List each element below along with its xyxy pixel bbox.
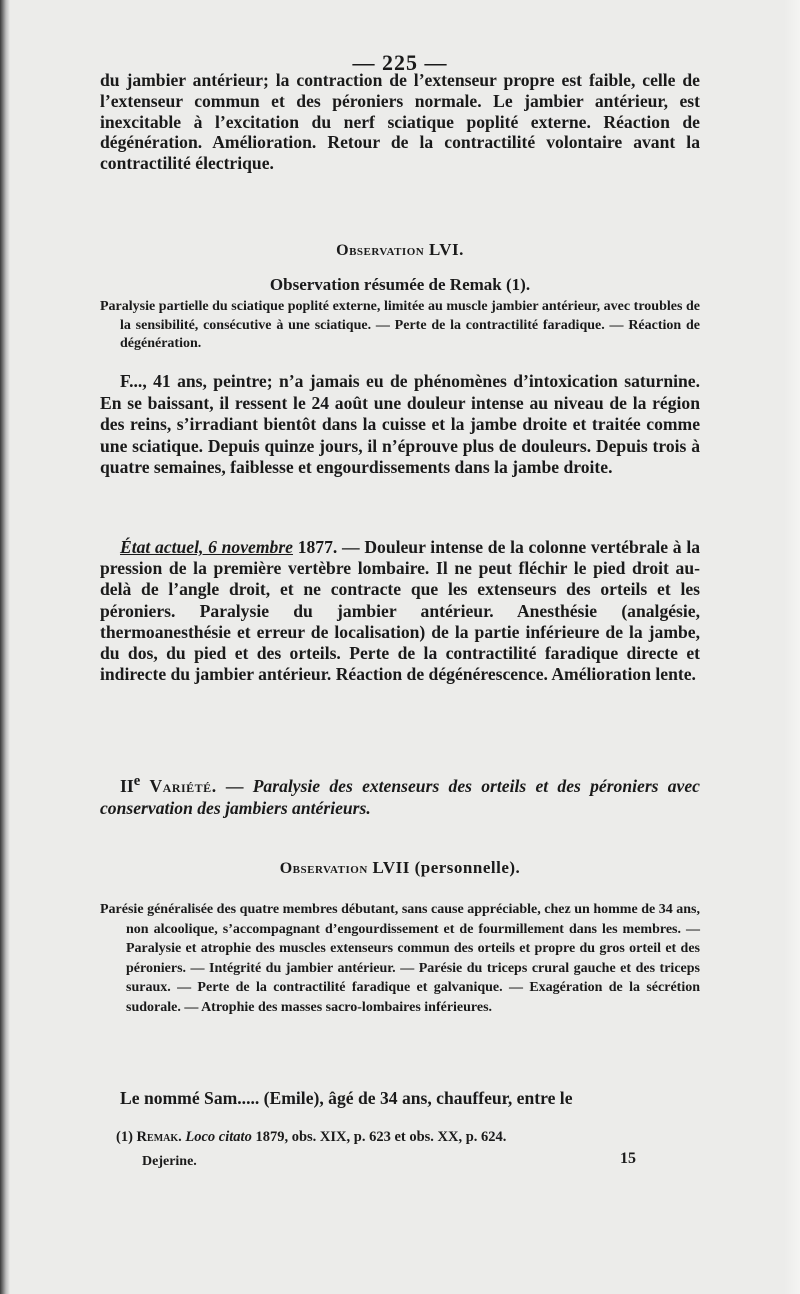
exam-date: État actuel, 6 novembre (120, 537, 293, 557)
variete-dash: — (216, 775, 253, 796)
variete-sup: e (133, 773, 141, 789)
signature-author: Dejerine. (142, 1154, 197, 1169)
observation-label: Observation (279, 860, 368, 877)
footnote (116, 1129, 700, 1145)
footnote-marker: (1) (116, 1129, 133, 1145)
observation-56-paragraph-2 (100, 537, 700, 685)
observation-numeral: LVI. (428, 240, 464, 259)
variete-label: Variété. (149, 775, 217, 796)
observation-tag: (personnelle). (414, 858, 521, 877)
observation-57-paragraph-1: Le nommé Sam..... (Emile), âgé de 34 ans, chauffeur, entre le (120, 1088, 573, 1108)
observation-label: Observation (336, 242, 425, 259)
observation-56-subtitle: Observation résumée de Remak (1). (269, 275, 531, 294)
signature-sheet-number: 15 (620, 1150, 636, 1167)
page-number: — 225 — (352, 50, 448, 75)
variete-text: Paralysie des extenseurs des orteils et des péroniers avec conservation des jambiers antérieurs. (100, 775, 700, 819)
variete-heading (100, 770, 700, 820)
observation-57-title (100, 858, 700, 878)
footnote-rest: 1879, obs. XIX, p. 623 et obs. XX, p. 624. (255, 1129, 507, 1145)
footnote-author: Remak. (136, 1129, 182, 1145)
exam-text: 1877. — Douleur intense de la colonne vertébrale à la pression de la première vertèbre lombaire. Il ne peut fléchir le pied droit au-delà de l’angle droit, et ne contracte que les extenseurs des orteils et les péroniers. Paralysie du jambier antérieur. Anesthésie (analgésie, thermoanesthésie et erreur de localisation) de la partie inférieure de la jambe, du dos, du pied et des orteils. Perte de la contractilité faradique directe et indirecte du jambier antérieur. Réaction de dégénérescence. Amélioration lente. (100, 537, 700, 685)
page-edge (784, 0, 800, 1294)
observation-56-summary: Paralysie partielle du sciatique poplité externe, limitée au muscle jambier antérieur, avec troubles de la sensibilité, consécutive à une sciatique. — Perte de la contractilité faradique. — Réaction de dégénération. (100, 299, 700, 351)
page-binding-shadow (0, 0, 10, 1294)
observation-numeral: LVII (372, 858, 410, 877)
observation-56-paragraph-1: F..., 41 ans, peintre; n’a jamais eu de phénomènes d’intoxication saturnine. En se baissant, il ressent le 24 août une douleur intense au niveau de la région des reins, s’irradiant bientôt dans la cuisse et la jambe droite et traitée comme une sciatique. Depuis quinze jours, il n’éprouve plus de douleurs. Depuis trois à quatre semaines, faiblesse et engourdissements dans la jambe droite. (100, 371, 700, 477)
observation-57-summary: Parésie généralisée des quatre membres débutant, sans cause appréciable, chez un homme de 34 ans, non alcoolique, s’accompagnant d’engourdissement et de fourmillement dans les membres. — Paralysie et atrophie des muscles extenseurs commun des orteils et propre du gros orteil et des péroniers. — Intégrité du jambier antérieur. — Parésie du triceps crural gauche et des triceps suraux. — Perte de la contractilité faradique et galvanique. — Exagération de la sécrétion sudorale. — Atrophie des masses sacro-lombaires inférieures. (100, 902, 700, 1015)
paragraph-continuation: du jambier antérieur; la contraction de l’extenseur propre est faible, celle de l’extenseur commun et des péroniers normale. Le jambier antérieur, est inexcitable à l’excitation du nerf sciatique poplité externe. Réaction de dégénération. Amélioration. Retour de la contractilité volontaire avant la contractilité électrique. (100, 70, 700, 174)
footnote-source: Loco citato (185, 1129, 252, 1145)
variete-prefix: II (120, 775, 134, 796)
observation-56-title (100, 240, 700, 260)
